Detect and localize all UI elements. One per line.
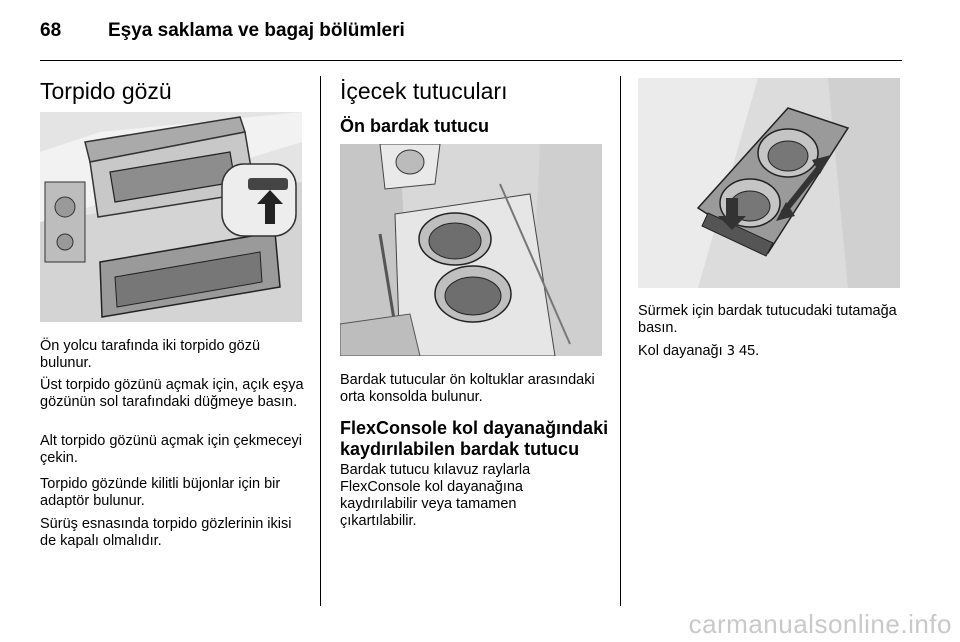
sliding-cupholder-illustration	[638, 78, 900, 288]
page-header	[40, 20, 900, 60]
cupholders-heading: İçecek tutucuları	[340, 78, 508, 104]
page-number: 68	[40, 20, 62, 41]
page-reference-arrow-icon: 3	[726, 344, 735, 359]
sliding-cupholder-paragraph: Sürmek için bardak tutucudaki tutamağa basın.	[638, 303, 897, 336]
front-cupholder-subheading: Ön bardak tutucu	[340, 116, 490, 136]
glovebox-paragraph-3: Alt torpido gözünü açmak için çekmeceyi çekin.	[40, 433, 302, 466]
column-divider-1	[320, 76, 321, 606]
glovebox-paragraph-5: Sürüş esnasında torpido gözlerinin ikisi de kapalı olmalıdır.	[40, 516, 292, 549]
glovebox-paragraph-4: Torpido gözünde kilitli büjonlar için bir adaptör bulunur.	[40, 476, 281, 509]
flexconsole-cupholder-paragraph: Bardak tutucu kılavuz raylarla FlexConsole kol dayanağına kaydırılabilir veya tamamen çıkartılabilir.	[340, 462, 531, 529]
armrest-reference-paragraph	[638, 343, 898, 360]
watermark: carmanualsonline.info	[688, 609, 952, 639]
flexconsole-cupholder-subheading: FlexConsole kol dayanağındaki kaydırılabilen bardak tutucu	[340, 418, 609, 459]
armrest-reference-text: Kol dayanağı	[638, 343, 723, 359]
column-divider-2	[620, 76, 621, 606]
glovebox-paragraph-1: Ön yolcu tarafında iki torpido gözü bulunur.	[40, 338, 261, 371]
glovebox-heading: Torpido gözü	[40, 78, 172, 104]
glovebox-paragraph-2: Üst torpido gözünü açmak için, açık eşya gözünün sol tarafındaki düğmeye basın.	[40, 377, 304, 410]
front-cupholder-illustration	[340, 144, 602, 356]
header-rule	[40, 60, 902, 61]
front-cupholder-paragraph: Bardak tutucular ön koltuklar arasındaki orta konsolda bulunur.	[340, 372, 595, 405]
armrest-reference-page[interactable]: 45.	[739, 343, 760, 359]
glovebox-illustration	[40, 112, 302, 322]
running-title: Eşya saklama ve bagaj bölümleri	[108, 20, 405, 41]
